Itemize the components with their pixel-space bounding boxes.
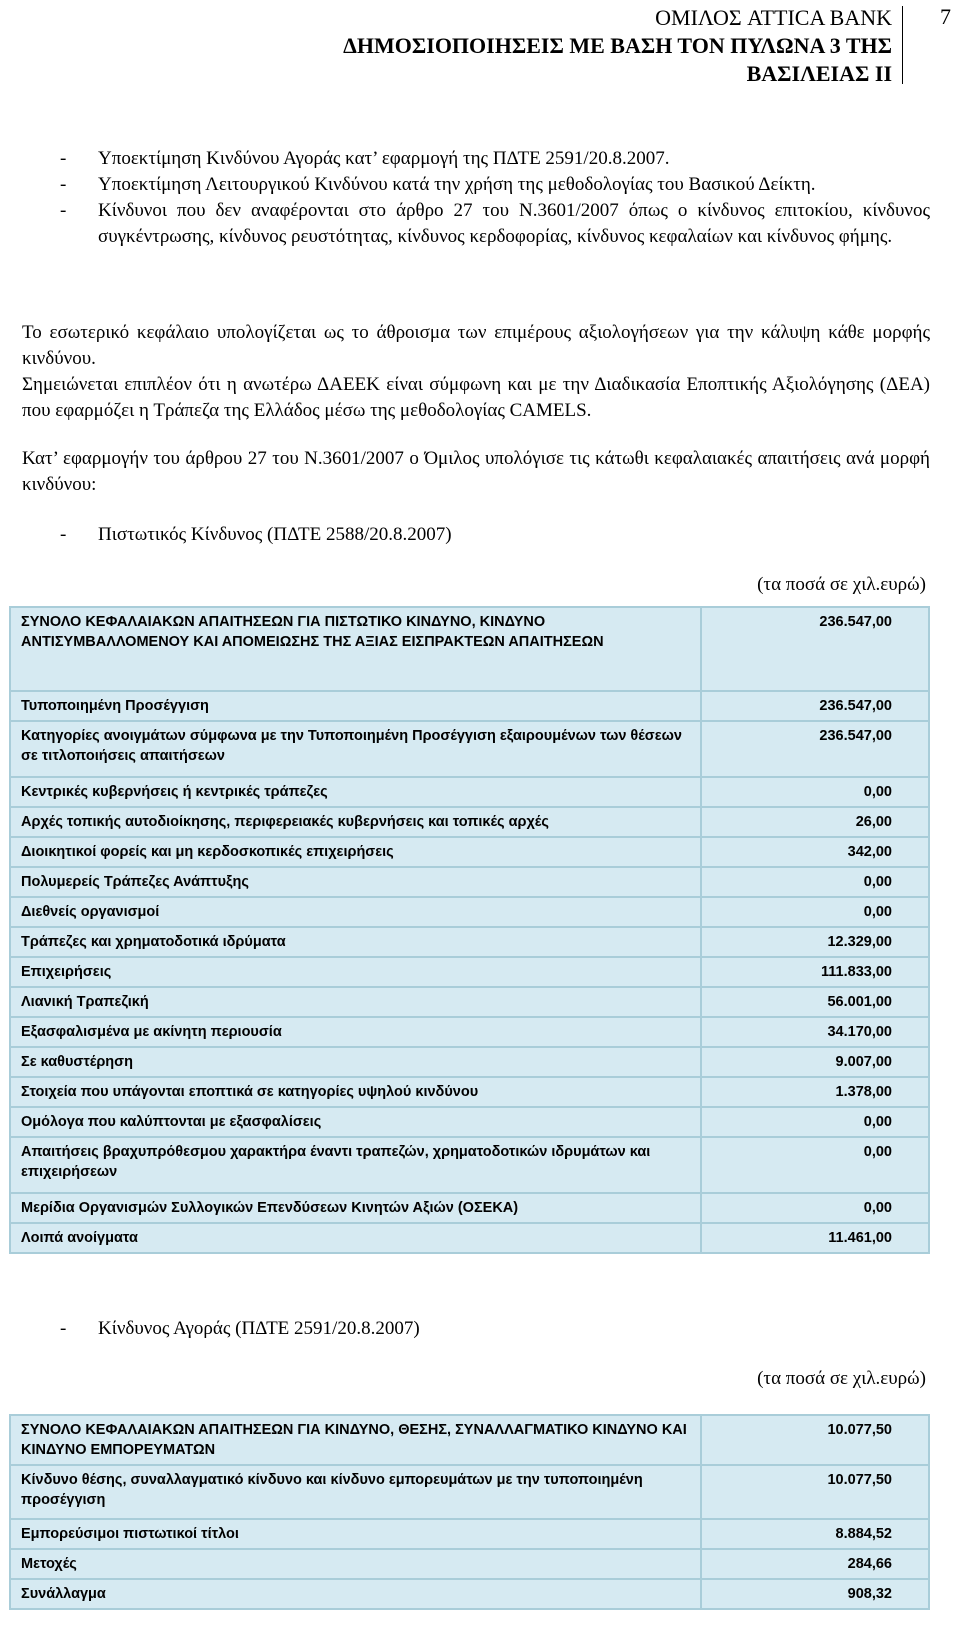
row-value: 8.884,52 [701,1519,929,1549]
row-value: 1.378,00 [701,1077,929,1107]
page-number: 7 [940,4,951,29]
list-item [60,198,930,250]
row-label: Λιανική Τραπεζική [10,987,701,1017]
header-subtitle-line2: ΒΑΣΙΛΕΙΑΣ ΙΙ [746,61,892,86]
section-heading-row [60,522,930,548]
total-value: 236.547,00 [701,607,929,691]
table-row [10,867,929,897]
row-value: 908,32 [701,1579,929,1609]
row-value: 284,66 [701,1549,929,1579]
row-label: Τυποποιημένη Προσέγγιση [10,691,701,721]
row-value: 236.547,00 [701,721,929,777]
row-value: 0,00 [701,1107,929,1137]
row-label: Πολυμερείς Τράπεζες Ανάπτυξης [10,867,701,897]
row-label: Μετοχές [10,1549,701,1579]
row-label: Ομόλογα που καλύπτονται με εξασφαλίσεις [10,1107,701,1137]
risk-bullet-list [60,146,930,250]
row-label: Αρχές τοπικής αυτοδιοίκησης, περιφερειακές κυβερνήσεις και τοπικές αρχές [10,807,701,837]
list-item [60,172,930,198]
row-label: Εξασφαλισμένα με ακίνητη περιουσία [10,1017,701,1047]
table-row [10,1579,929,1609]
row-label: Κίνδυνο θέσης, συναλλαγματικό κίνδυνο και κίνδυνο εμπορευμάτων με την τυποποιημένη προσέγγιση [10,1465,701,1519]
section-market-risk-heading [60,1316,930,1342]
row-label: Επιχειρήσεις [10,957,701,987]
credit-risk-table [9,606,930,1254]
row-label: Λοιπά ανοίγματα [10,1223,701,1253]
row-value: 0,00 [701,777,929,807]
row-value: 0,00 [701,897,929,927]
table-row [10,837,929,867]
row-value: 34.170,00 [701,1017,929,1047]
header-divider [902,6,903,84]
table-row [10,721,929,777]
section-credit-risk-heading [60,522,930,548]
row-label: Συνάλλαγμα [10,1579,701,1609]
market-risk-table [9,1414,930,1610]
row-label: Σε καθυστέρηση [10,1047,701,1077]
row-label: Τράπεζες και χρηματοδοτικά ιδρύματα [10,927,701,957]
total-label: ΣΥΝΟΛΟ ΚΕΦΑΛΑΙΑΚΩΝ ΑΠΑΙΤΗΣΕΩΝ ΓΙΑ ΚΙΝΔΥΝΟ, ΘΕΣΗΣ, ΣΥΝΑΛΛΑΓΜΑΤΙΚΟ ΚΙΝΔΥΝΟ ΚΑΙ ΚΙΝΔΥΝΟ ΕΜΠΟΡΕΥΜΑΤΩΝ [10,1415,701,1465]
table-row [10,1107,929,1137]
table-row-total [10,1415,929,1465]
row-label: Μερίδια Οργανισμών Συλλογικών Επενδύσεων Κινητών Αξιών (ΟΣΕΚΑ) [10,1193,701,1223]
units-note: (τα ποσά σε χιλ.ευρώ) [757,1368,926,1389]
row-value: 0,00 [701,1193,929,1223]
page-header [0,0,960,90]
list-item [60,146,930,172]
table-row [10,957,929,987]
row-value: 9.007,00 [701,1047,929,1077]
header-company: ΟΜΙΛΟΣ ATTICA BANK [655,5,892,30]
row-label: Εμπορεύσιμοι πιστωτικοί τίτλοι [10,1519,701,1549]
row-label: Στοιχεία που υπάγονται εποπτικά σε κατηγορίες υψηλού κινδύνου [10,1077,701,1107]
table-row [10,1137,929,1193]
table-row [10,1519,929,1549]
row-label: Απαιτήσεις βραχυπρόθεσμου χαρακτήρα έναντι τραπεζών, χρηματοδοτικών ιδρυμάτων και επιχειρήσεων [10,1137,701,1193]
row-value: 12.329,00 [701,927,929,957]
table-row [10,1465,929,1519]
row-value: 111.833,00 [701,957,929,987]
table-row [10,777,929,807]
header-title-block [343,4,892,88]
table-row [10,1077,929,1107]
bullet-dash: - [60,200,67,221]
header-subtitle-line1: ΔΗΜΟΣΙΟΠΟΙΗΣΕΙΣ ΜΕ ΒΑΣΗ ΤΟΝ ΠΥΛΩΝΑ 3 ΤΗΣ [343,33,892,58]
row-value: 0,00 [701,867,929,897]
row-value: 26,00 [701,807,929,837]
row-label: Κατηγορίες ανοιγμάτων σύμφωνα με την Τυποποιημένη Προσέγγιση εξαιρουμένων των θέσεων σε τιτλοποιήσεις απαιτήσεων [10,721,701,777]
paragraph-internal-capital: Το εσωτερικό κεφάλαιο υπολογίζεται ως το άθροισμα των επιμέρους αξιολογήσεων για την κάλυψη κάθε μορφής κινδύνου. [22,322,930,369]
bullet-dash: - [60,174,67,195]
bullet-dash: - [60,524,67,545]
bullet-dash: - [60,1318,67,1339]
list-item-text: Κίνδυνοι που δεν αναφέρονται στο άρθρο 27 του Ν.3601/2007 όπως ο κίνδυνος επιτοκίου, κίνδυνος συγκέντρωσης, κίνδυνος ρευστότητας, κίνδυνος κερδοφορίας, κίνδυνος κεφαλαίων και κίνδυνος φήμης. [98,200,930,247]
row-value: 10.077,50 [701,1465,929,1519]
bullet-dash: - [60,148,67,169]
table-row [10,1549,929,1579]
row-value: 236.547,00 [701,691,929,721]
table-row [10,927,929,957]
units-note: (τα ποσά σε χιλ.ευρώ) [757,574,926,595]
total-value: 10.077,50 [701,1415,929,1465]
row-label: Κεντρικές κυβερνήσεις ή κεντρικές τράπεζες [10,777,701,807]
section-heading-row [60,1316,930,1342]
paragraph-article-27: Κατ’ εφαρμογήν του άρθρου 27 του Ν.3601/2007 ο Όμιλος υπολόγισε τις κάτωθι κεφαλαιακές απαιτήσεις ανά μορφή κινδύνου: [22,448,930,495]
row-label: Διεθνείς οργανισμοί [10,897,701,927]
table-row [10,1017,929,1047]
table-row-total [10,607,929,691]
row-value: 11.461,00 [701,1223,929,1253]
row-value: 0,00 [701,1137,929,1193]
section-title: Κίνδυνος Αγοράς (ΠΔΤΕ 2591/20.8.2007) [98,1318,420,1339]
table-row [10,897,929,927]
table-row [10,987,929,1017]
row-value: 342,00 [701,837,929,867]
total-label: ΣΥΝΟΛΟ ΚΕΦΑΛΑΙΑΚΩΝ ΑΠΑΙΤΗΣΕΩΝ ΓΙΑ ΠΙΣΤΩΤΙΚΟ ΚΙΝΔΥΝΟ, ΚΙΝΔΥΝΟ ΑΝΤΙΣΥΜΒΑΛΛΟΜΕΝΟΥ ΚΑΙ ΑΠΟΜΕΙΩΣΗΣ ΤΗΣ ΑΞΙΑΣ ΕΙΣΠΡΑΚΤΕΩΝ ΑΠΑΙΤΗΣΕΩΝ [10,607,701,691]
table-row [10,1047,929,1077]
list-item-text: Υποεκτίμηση Λειτουργικού Κινδύνου κατά την χρήση της μεθοδολογίας του Βασικού Δείκτη. [98,174,816,195]
table-row [10,1193,929,1223]
row-label: Διοικητικοί φορείς και μη κερδοσκοπικές επιχειρήσεις [10,837,701,867]
list-item-text: Υποεκτίμηση Κινδύνου Αγοράς κατ’ εφαρμογή της ΠΔΤΕ 2591/20.8.2007. [98,148,670,169]
table-row [10,1223,929,1253]
table-row [10,807,929,837]
section-title: Πιστωτικός Κίνδυνος (ΠΔΤΕ 2588/20.8.2007) [98,524,452,545]
table-row [10,691,929,721]
paragraph-camels: Σημειώνεται επιπλέον ότι η ανωτέρω ΔΑΕΕΚ είναι σύμφωνη και με την Διαδικασία Εποπτικής Αξιολόγησης (ΔΕΑ) που εφαρμόζει η Τράπεζα της Ελλάδος μέσω της μεθοδολογίας CAMELS. [22,374,930,421]
row-value: 56.001,00 [701,987,929,1017]
